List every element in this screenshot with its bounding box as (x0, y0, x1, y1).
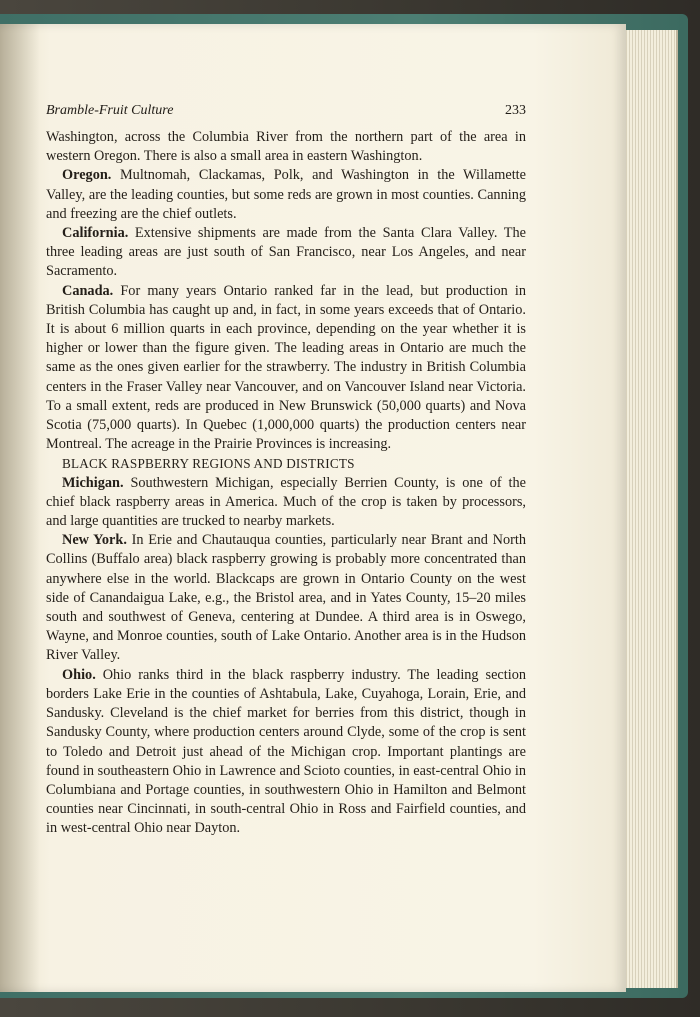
paragraph-text: Southwestern Michigan, especially Berrien County, is one of the chief black raspberry areas in America. Much of the crop is taken by processors, and large quantities are trucked to nearby markets. (46, 474, 526, 530)
paragraph-ohio (46, 666, 526, 839)
page-edges (618, 30, 678, 988)
paragraph-lead: Oregon. (62, 167, 112, 184)
paragraph-new-york (46, 531, 526, 665)
page-number: 233 (505, 103, 526, 118)
paragraph-text: Washington, across the Columbia River from the northern part of the area in western Oregon. There is also a small area in eastern Washington. (46, 129, 526, 165)
paragraph-california (46, 224, 526, 282)
paragraph-text: Ohio ranks third in the black raspberry industry. The leading section borders Lake Erie in the counties of Ashtabula, Lake, Cuyahoga, Lorain, Erie, and Sandusky. Cleveland is the chief market for berries from this district, though in Sandusky County, where production centers around Clyde, some of the crop is sent to Toledo and Detroit just ahead of the Michigan crop. Important plantings are found in southeastern Ohio in Lawrence and Scioto counties, in east-central Ohio in Columbiana and Portage counties, in southwestern Ohio in Hamilton and Belmont counties near Cincinnati, in south-central Ohio in Ross and Fairfield counties, and in west-central Ohio near Dayton. (46, 666, 527, 837)
running-head: Bramble-Fruit Culture (46, 103, 174, 118)
paragraph-text: Multnomah, Clackamas, Polk, and Washington in the Willamette Valley, are the leading counties, but some reds are grown in most counties. Canning and freezing are the chief outlets. (46, 167, 526, 222)
paragraph-text: In Erie and Chautauqua counties, particularly near Brant and North Collins (Buffalo area) black raspberry growing is probably more concentrated than anywhere else in the world. Blackcaps are grown in Ontario County on the west side of Canandaigua Lake, e.g., the Bristol area, and in Yates County, 15–20 miles south and southwest of Geneva, centering at Dundee. A third area is in Oswego, Wayne, and Monroe counties, south of Lake Ontario. Another area is in the Hudson River Valley. (46, 532, 526, 664)
paragraph-washington (46, 128, 526, 166)
paragraph-oregon (46, 166, 526, 224)
paragraph-lead: California. (62, 225, 129, 242)
paragraph-text: For many years Ontario ranked far in the lead, but production in British Columbia has caught up and, in fact, in some years exceeds that of Ontario. It is about 6 million quarts in each province, depending on the year whether it is higher or lower than the figure given. The leading areas in Ontario are much the same as the ones given earlier for the strawberry. The industry in British Columbia centers in the Fraser Valley near Vancouver, and on Vancouver Island near Victoria. To a small extent, reds are produced in New Brunswick (50,000 quarts) and Nova Scotia (75,000 quarts). In Quebec (1,000,000 quarts) the production centers near Montreal. The acreage in the Prairie Provinces is increasing. (46, 282, 526, 453)
page-body (46, 128, 526, 839)
paragraph-canada (46, 282, 526, 455)
section-heading: BLACK RASPBERRY REGIONS AND DISTRICTS (62, 456, 355, 472)
paragraph-michigan (46, 474, 526, 532)
paragraph-lead: Canada. (62, 282, 114, 299)
paragraph-lead: New York. (62, 532, 127, 549)
page-header (46, 103, 526, 121)
gutter-shadow (0, 24, 40, 992)
paragraph-lead: Ohio. (62, 666, 96, 683)
paragraph-text: Extensive shipments are made from the Santa Clara Valley. The three leading areas are just south of San Francisco, near Los Angeles, and near Sacramento. (46, 225, 526, 280)
paragraph-lead: Michigan. (62, 474, 124, 491)
